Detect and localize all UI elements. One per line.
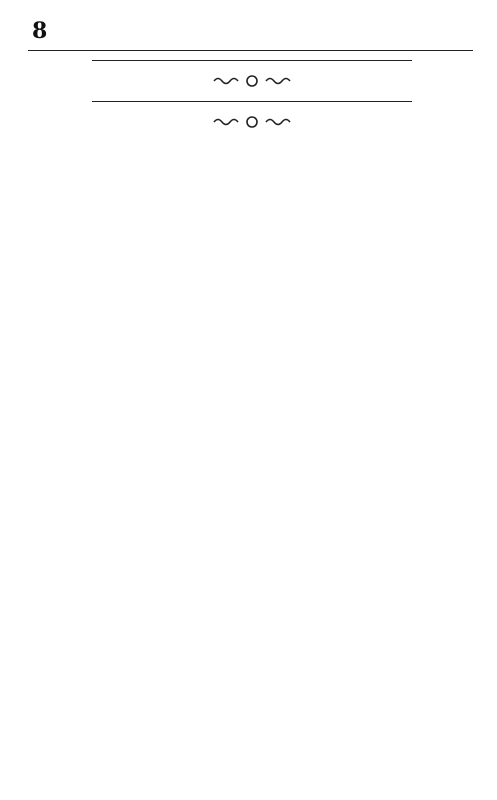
page-body — [28, 58, 475, 790]
heading-underline — [92, 60, 412, 61]
heading-underline — [92, 101, 412, 102]
section-karan-nirapeksha-vs-rahit — [28, 101, 475, 102]
page-header — [28, 10, 473, 51]
wave-circle-flourish-icon — [212, 112, 292, 132]
wave-circle-flourish-icon — [212, 71, 292, 91]
page-number: 8 — [32, 18, 48, 44]
section-karan-sapeksha — [28, 60, 475, 61]
